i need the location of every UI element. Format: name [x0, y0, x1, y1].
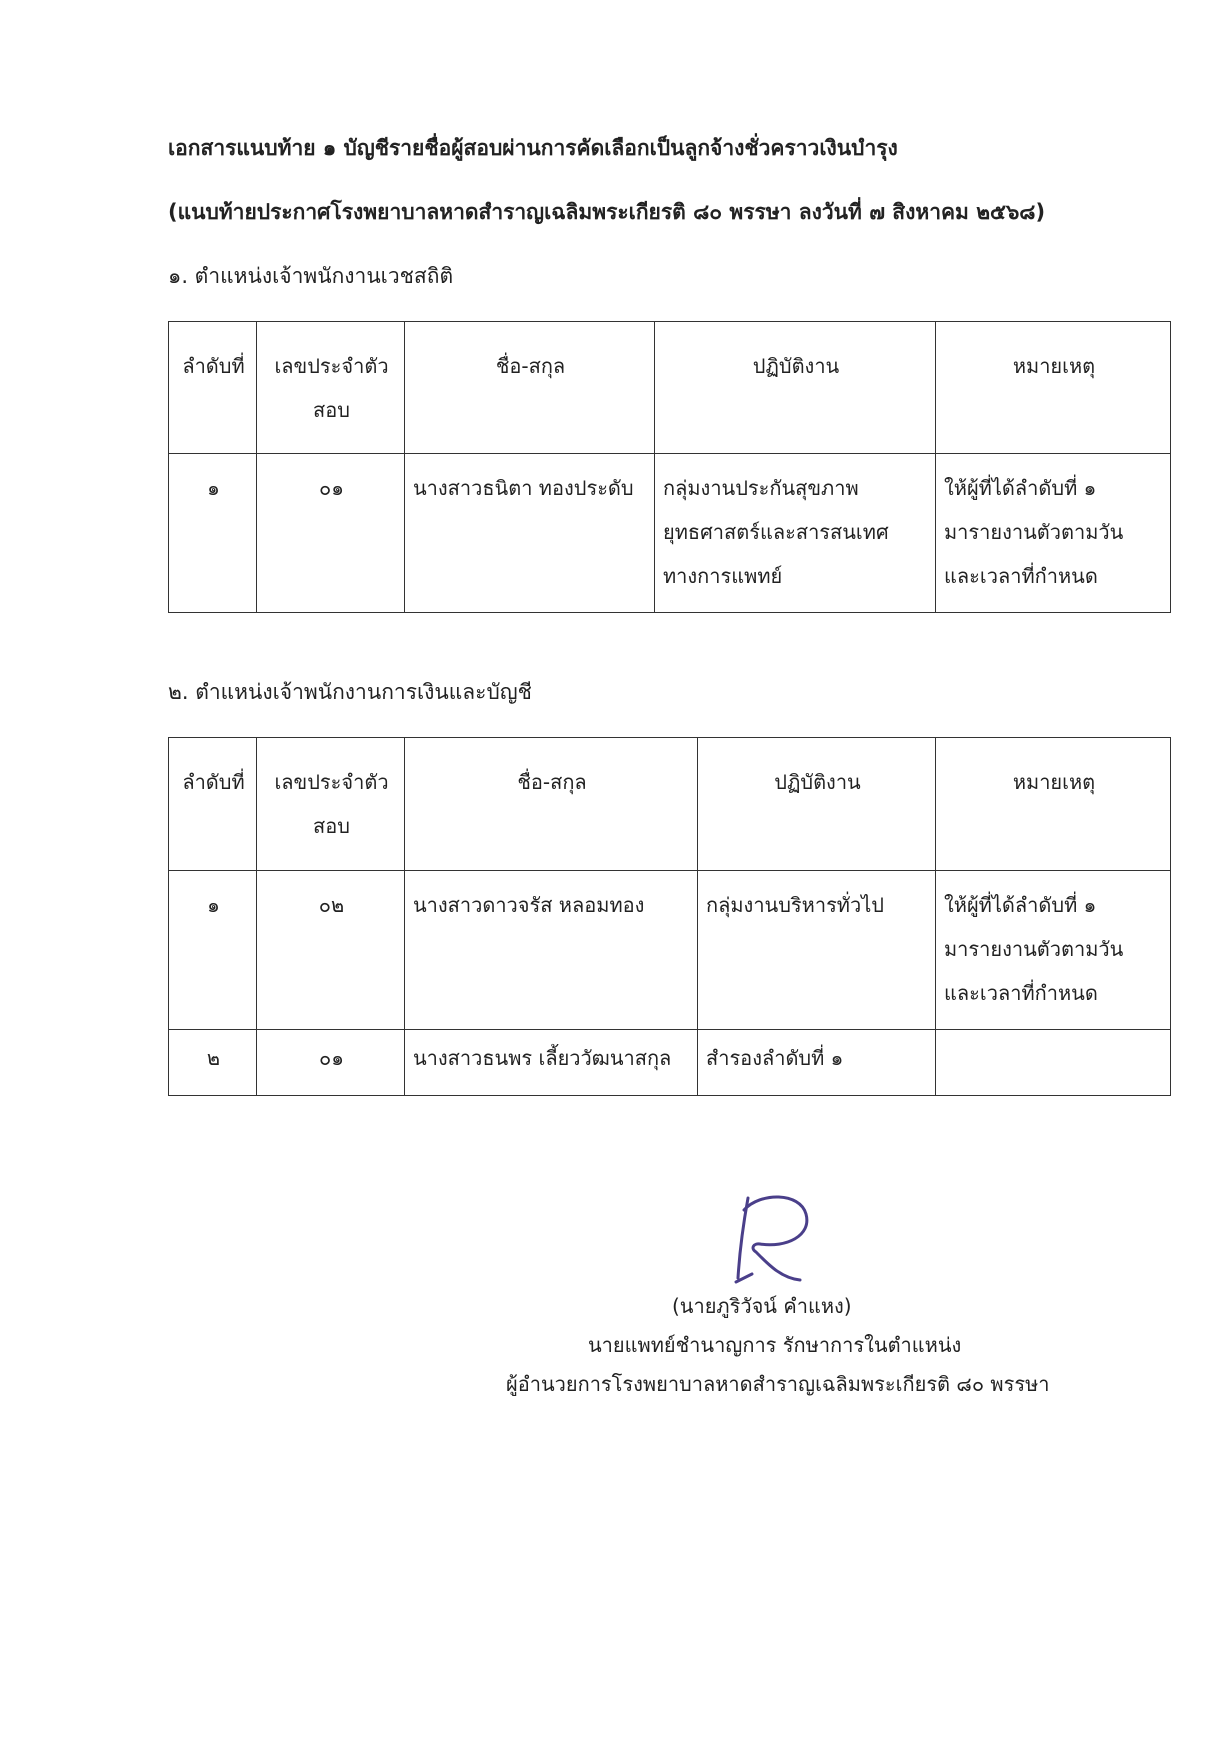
document-title-line-2: (แนบท้ายประกาศโรงพยาบาลหาดสำราญเฉลิมพระเกียรติ ๘๐ พรรษา ลงวันที่ ๗ สิงหาคม ๒๕๖๘) — [168, 200, 1046, 224]
section-1-table — [168, 321, 1171, 613]
cell-name: นางสาวธนพร เลี้ยววัฒนาสกุล — [405, 1030, 698, 1096]
header-work: ปฏิบัติงาน — [698, 738, 936, 871]
header-exam-id-line-2: สอบ — [313, 814, 350, 838]
cell-exam-id: ๐๒ — [257, 871, 405, 1030]
header-exam-id-line-1: เลขประจำตัว — [274, 354, 389, 378]
cell-remark — [936, 454, 1171, 613]
header-name: ชื่อ-สกุล — [405, 322, 655, 454]
table-header-row — [169, 738, 1171, 871]
cell-exam-id: ๐๑ — [257, 454, 405, 613]
cell-work-line-1: กลุ่มงานประกันสุขภาพ — [663, 476, 859, 500]
section-1-title: ๑. ตำแหน่งเจ้าพนักงานเวชสถิติ — [168, 264, 454, 288]
table-row — [169, 1030, 1171, 1096]
cell-name: นางสาวธนิตา ทองประดับ — [405, 454, 655, 613]
header-order: ลำดับที่ — [169, 322, 257, 454]
cell-exam-id: ๐๑ — [257, 1030, 405, 1096]
section-2-table — [168, 737, 1171, 1096]
cell-work — [655, 454, 936, 613]
header-remark: หมายเหตุ — [936, 738, 1171, 871]
header-exam-id-line-1: เลขประจำตัว — [274, 770, 389, 794]
cell-remark-line-1: ให้ผู้ที่ได้ลำดับที่ ๑ — [944, 476, 1097, 500]
cell-order: ๑ — [169, 871, 257, 1030]
cell-order: ๑ — [169, 454, 257, 613]
cell-name: นางสาวดาวจรัส หลอมทอง — [405, 871, 698, 1030]
cell-remark — [936, 1030, 1171, 1096]
cell-remark — [936, 871, 1171, 1030]
cell-work: สำรองลำดับที่ ๑ — [698, 1030, 936, 1096]
table-header-row — [169, 322, 1171, 454]
table-row — [169, 871, 1171, 1030]
cell-order: ๒ — [169, 1030, 257, 1096]
signatory-name: (นายภูริวัจน์ คำแหง) — [672, 1294, 852, 1318]
handwritten-signature — [730, 1190, 816, 1290]
cell-remark-line-3: และเวลาที่กำหนด — [944, 564, 1098, 588]
table-row — [169, 454, 1171, 613]
document-title-line-1: เอกสารแนบท้าย ๑ บัญชีรายชื่อผู้สอบผ่านการคัดเลือกเป็นลูกจ้างชั่วคราวเงินบำรุง — [168, 136, 898, 160]
header-exam-id — [257, 322, 405, 454]
header-name: ชื่อ-สกุล — [405, 738, 698, 871]
header-order: ลำดับที่ — [169, 738, 257, 871]
cell-remark-line-2: มารายงานตัวตามวัน — [944, 520, 1124, 544]
cell-work: กลุ่มงานบริหารทั่วไป — [698, 871, 936, 1030]
signatory-position-line-1: นายแพทย์ชำนาญการ รักษาการในตำแหน่ง — [588, 1333, 962, 1357]
cell-remark-line-1: ให้ผู้ที่ได้ลำดับที่ ๑ — [944, 893, 1097, 917]
cell-remark-line-3: และเวลาที่กำหนด — [944, 981, 1098, 1005]
header-remark: หมายเหตุ — [936, 322, 1171, 454]
header-exam-id-line-2: สอบ — [313, 398, 350, 422]
section-2-title: ๒. ตำแหน่งเจ้าพนักงานการเงินและบัญชี — [168, 680, 532, 704]
cell-work-line-2: ยุทธศาสตร์และสารสนเทศ — [663, 520, 889, 544]
cell-remark-line-2: มารายงานตัวตามวัน — [944, 937, 1124, 961]
signature-stroke — [736, 1197, 807, 1282]
cell-work-line-3: ทางการแพทย์ — [663, 564, 783, 588]
header-exam-id — [257, 738, 405, 871]
header-work: ปฏิบัติงาน — [655, 322, 936, 454]
signatory-position-line-2: ผู้อำนวยการโรงพยาบาลหาดสำราญเฉลิมพระเกียรติ ๘๐ พรรษา — [506, 1372, 1050, 1396]
